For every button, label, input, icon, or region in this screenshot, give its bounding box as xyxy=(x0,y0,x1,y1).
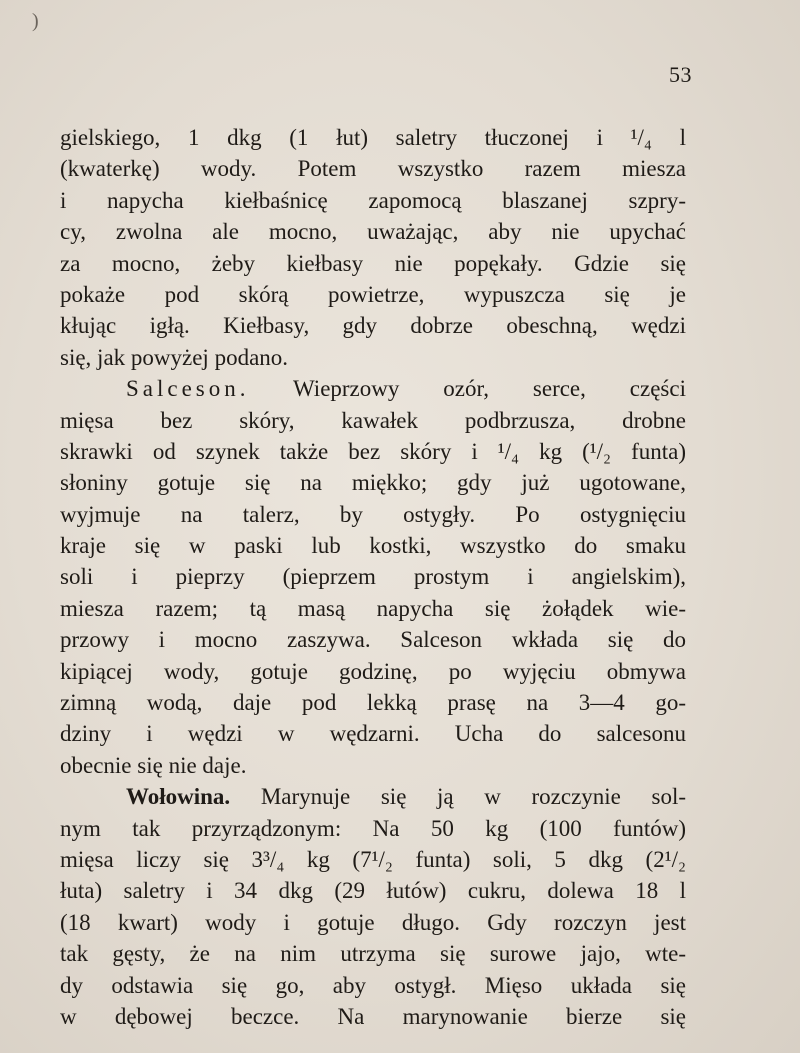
text-line: gielskiego, 1 dkg (1 łut) saletry tłuczonej i ¹/₄ l xyxy=(60,125,686,150)
text-line: dy odstawia się go, aby ostygł. Mięso układa się xyxy=(60,972,686,998)
text-line: łuta) saletry i 34 dkg (29 łutów) cukru, dolewa 18 l xyxy=(60,878,686,904)
text-line: wyjmuje na talerz, by ostygły. Po ostygnięciu xyxy=(60,501,686,527)
text-line: pokaże pod skórą powietrze, wypuszcza się je xyxy=(60,281,686,307)
section-heading-wolowina: Wołowina. xyxy=(126,784,231,810)
text-line: się, jak powyżej podano. xyxy=(60,344,289,370)
text-line: w dębowej beczce. Na marynowanie bierze się xyxy=(60,1003,686,1029)
text-line: cy, zwolna ale mocno, uważając, aby nie upychać xyxy=(60,219,686,245)
text-line: miesza razem; tą masą napycha się żołądek wie- xyxy=(60,595,686,621)
text-line: dziny i wędzi w wędzarni. Ucha do salcesonu xyxy=(60,721,686,747)
text-line: kraje się w paski lub kostki, wszystko do smaku xyxy=(60,533,686,559)
text-line: kipiącej wody, gotuje godzinę, po wyjęciu obmywa xyxy=(60,658,686,684)
text-line: i napycha kiełbaśnicę zapomocą blaszanej szpry- xyxy=(60,187,686,213)
text-line: soli i pieprzy (pieprzem prostym i angielskim), xyxy=(60,564,686,590)
section-heading-salceson: Salceson. xyxy=(126,376,250,402)
text-line: przowy i mocno zaszywa. Salceson wkłada się do xyxy=(60,627,686,653)
text-line: za mocno, żeby kiełbasy nie popękały. Gdzie się xyxy=(60,250,686,276)
text-line: kłując igłą. Kiełbasy, gdy dobrze obeschną, wędzi xyxy=(60,313,686,339)
body-text xyxy=(60,122,686,1032)
text-line: (18 kwart) wody i gotuje długo. Gdy rozczyn jest xyxy=(60,909,686,935)
text-line: skrawki od szynek także bez skóry i ¹/₄ kg (¹/₂ funta) xyxy=(60,438,686,464)
text-line: nym tak przyrządzonym: Na 50 kg (100 funtów) xyxy=(60,815,686,841)
text-line: mięsa bez skóry, kawałek podbrzusza, drobne xyxy=(60,407,686,433)
text-line: Wieprzowy ozór, serce, części xyxy=(293,376,686,402)
text-line: mięsa liczy się 3³/₄ kg (7¹/₂ funta) soli, 5 dkg (2¹/₂ xyxy=(60,846,686,872)
text-line: obecnie się nie daje. xyxy=(60,752,247,778)
text-line: Marynuje się ją w rozczynie sol- xyxy=(260,784,687,810)
paragraph-wolowina-first-line xyxy=(60,781,686,812)
paragraph-salceson-first-line xyxy=(60,373,686,404)
text-line: słoniny gotuje się na miękko; gdy już ugotowane, xyxy=(60,470,686,496)
text-line: tak gęsty, że na nim utrzyma się surowe jajo, wte- xyxy=(60,941,686,967)
text-line: (kwaterkę) wody. Potem wszystko razem miesza xyxy=(60,156,686,182)
page-edge-mark: ) xyxy=(32,10,39,32)
text-line: zimną wodą, daje pod lekką prasę na 3—4 go- xyxy=(60,690,686,716)
page-number: 53 xyxy=(669,62,692,87)
